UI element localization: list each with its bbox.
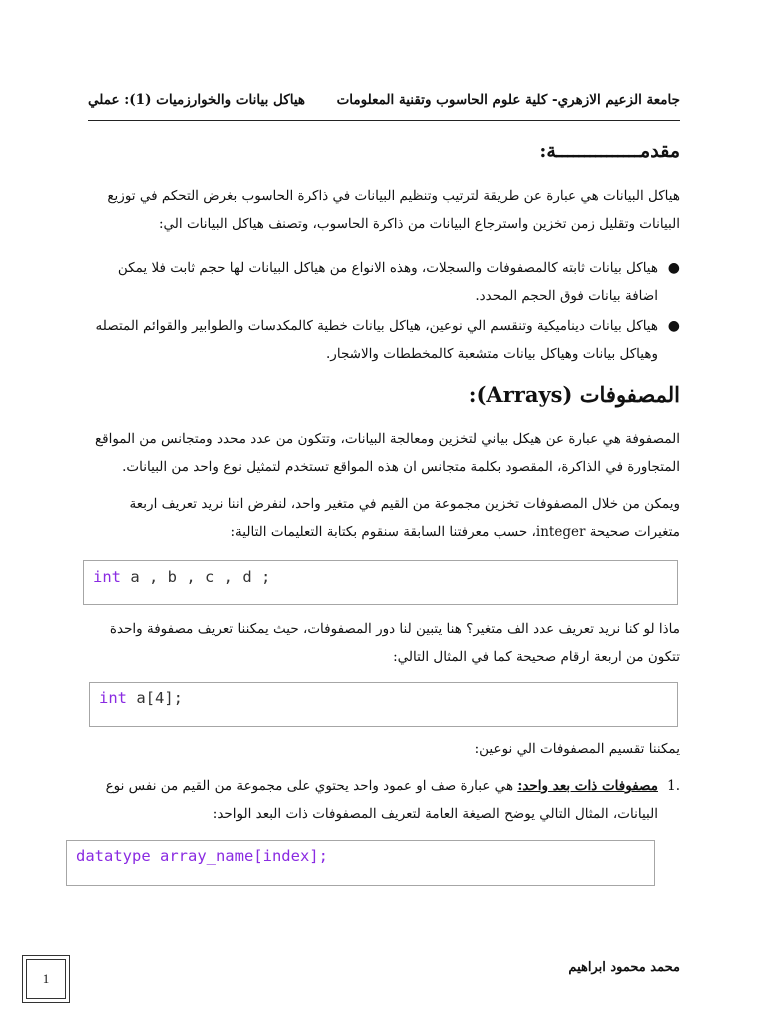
bullet-text: هياكل بيانات ديناميكية وتنقسم الي نوعين، هياكل بيانات خطية كالمكدسات والطوابير والقوائم المتصله وهياكل بيانات وهياكل بيانات متشعبة كالمخططات والاشجار. xyxy=(95,318,658,362)
author-name: محمد محمود ابراهيم xyxy=(568,960,680,975)
intro-heading: مقدمـــــــــــــــة: xyxy=(539,140,680,162)
course-title: هياكل بيانات والخوارزميات (1): عملي xyxy=(88,92,306,108)
bullet-icon: ● xyxy=(667,260,680,276)
intro-paragraph: هياكل البيانات هي عبارة عن طريقة لترتيب وتنظيم البيانات في ذاكرة الحاسوب بغرض التحكم في توزيع البيانات وتقليل زمن تخزين واسترجاع البيانات من ذاكرة الحاسوب، وتصنف هياكل البيانات الي: xyxy=(107,188,680,232)
code-keyword: int xyxy=(93,568,121,586)
item-text xyxy=(88,772,658,828)
code-line: datatype array_name[index]; xyxy=(76,847,328,865)
list-item xyxy=(88,312,680,368)
arrays-variables-paragraph: ويمكن من خلال المصفوفات تخزين مجموعة من القيم في متغير واحد، لنفرض اننا نريد تعريف اربعة متغيرات صحيحة integer، حسب معرفتنا السابقة سنقوم بكتابة التعليمات التالية: xyxy=(129,496,680,540)
code-text: a[4]; xyxy=(127,689,183,707)
code-box xyxy=(89,682,678,727)
page-number: 1 xyxy=(26,959,66,999)
bullet-icon: ● xyxy=(667,318,680,334)
arrays-types-paragraph: يمكننا تقسيم المصفوفات الي نوعين: xyxy=(474,741,680,757)
code-line xyxy=(99,689,183,707)
item-term: مصفوفات ذات بعد واحد: xyxy=(517,778,658,794)
arrays-heading: المصفوفات (Arrays): xyxy=(468,382,680,407)
list-item xyxy=(88,254,680,310)
arrays-definition-paragraph: المصفوفة هي عبارة عن هيكل بياني لتخزين ومعالجة البيانات، وتتكون من عدد محدد ومتجانس من المواقع المتجاورة في الذاكرة، المقصود بكلمة متجانس ان هذه المواقع تستخدم لتمثيل نوع واحد من البيانات. xyxy=(94,431,680,475)
code-box xyxy=(66,840,655,886)
item-description: هي عبارة صف او عمود واحد يحتوي على مجموعة من القيم من نفس نوع البيانات، المثال التالي يوضح الصيغة العامة لتعريف المصفوفات ذات البعد الواحد: xyxy=(105,778,658,822)
code-keyword: int xyxy=(99,689,127,707)
page-header xyxy=(88,90,680,121)
code-line xyxy=(93,568,270,586)
numbered-item xyxy=(88,772,680,828)
university-name: جامعة الزعيم الازهري- كلية علوم الحاسوب وتقنية المعلومات xyxy=(336,92,680,108)
page-number-box xyxy=(22,955,70,1003)
item-number: .1 xyxy=(667,778,680,794)
code-box xyxy=(83,560,678,605)
arrays-question-paragraph: ماذا لو كنا نريد تعريف عدد الف متغير؟ هنا يتبين لنا دور المصفوفات، حيث يمكننا تعريف مصفوفة واحدة تتكون من اربعة ارقام صحيحة كما في المثال التالي: xyxy=(109,621,680,665)
bullet-text: هياكل بيانات ثابته كالمصفوفات والسجلات، وهذه الانواع من هياكل البيانات لها حجم ثابت فلا يمكن اضافة بيانات فوق الحجم المحدد. xyxy=(117,260,658,304)
code-text: a , b , c , d ; xyxy=(121,568,271,586)
